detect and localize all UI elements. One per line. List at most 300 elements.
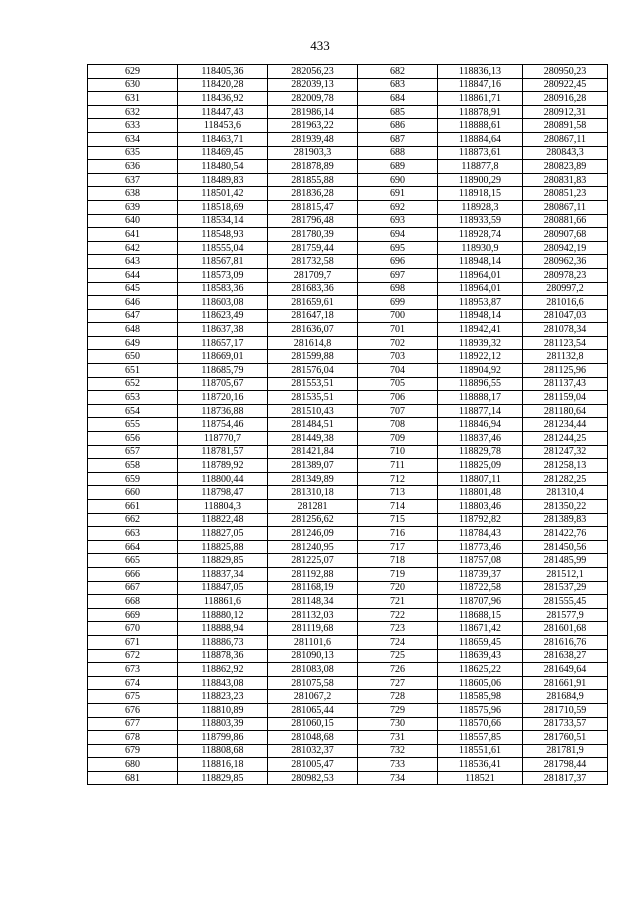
table-cell: 281780,39 [268, 228, 358, 242]
table-row [88, 690, 608, 704]
table-cell: 118829,78 [438, 445, 523, 459]
table-cell: 118736,88 [178, 404, 268, 418]
table-cell: 118536,41 [438, 758, 523, 772]
table-cell: 281016,6 [523, 296, 608, 310]
table-cell: 281535,51 [268, 391, 358, 405]
table-cell: 118784,43 [438, 527, 523, 541]
table-row [88, 472, 608, 486]
table-row [88, 404, 608, 418]
table-row [88, 228, 608, 242]
table-cell: 691 [358, 187, 438, 201]
table-cell: 282039,13 [268, 78, 358, 92]
table-row [88, 241, 608, 255]
table-cell: 281148,34 [268, 595, 358, 609]
table-cell: 692 [358, 200, 438, 214]
table-cell: 118573,09 [178, 268, 268, 282]
table-cell: 282056,23 [268, 65, 358, 79]
table-cell: 685 [358, 105, 438, 119]
table-cell: 118754,46 [178, 418, 268, 432]
table-cell: 281240,95 [268, 540, 358, 554]
table-cell: 118877,14 [438, 404, 523, 418]
table-cell: 280851,23 [523, 187, 608, 201]
table-cell: 118420,28 [178, 78, 268, 92]
table-cell: 715 [358, 513, 438, 527]
table-cell: 118837,46 [438, 432, 523, 446]
table-cell: 281047,03 [523, 309, 608, 323]
table-row [88, 377, 608, 391]
table-cell: 646 [88, 296, 178, 310]
table-cell: 118521 [438, 771, 523, 785]
table-cell: 118447,43 [178, 105, 268, 119]
table-cell: 677 [88, 717, 178, 731]
table-cell: 118888,61 [438, 119, 523, 133]
table-cell: 118557,85 [438, 731, 523, 745]
table-cell: 281760,51 [523, 731, 608, 745]
table-cell: 118469,45 [178, 146, 268, 160]
table-row [88, 554, 608, 568]
table-cell: 699 [358, 296, 438, 310]
table-cell: 280823,89 [523, 160, 608, 174]
table-row [88, 418, 608, 432]
table-cell: 282009,78 [268, 92, 358, 106]
table-cell: 281132,8 [523, 350, 608, 364]
table-row [88, 731, 608, 745]
table-cell: 730 [358, 717, 438, 731]
table-row [88, 65, 608, 79]
table-cell: 118792,82 [438, 513, 523, 527]
table-cell: 689 [358, 160, 438, 174]
table-cell: 281599,88 [268, 350, 358, 364]
table-cell: 281422,76 [523, 527, 608, 541]
table-cell: 280867,11 [523, 132, 608, 146]
table-cell: 118886,73 [178, 635, 268, 649]
table-cell: 682 [358, 65, 438, 79]
table-cell: 281537,29 [523, 581, 608, 595]
table-cell: 118551,61 [438, 744, 523, 758]
table-cell: 704 [358, 364, 438, 378]
table-cell: 281638,27 [523, 649, 608, 663]
table-cell: 281449,38 [268, 432, 358, 446]
table-cell: 719 [358, 567, 438, 581]
table-cell: 281067,2 [268, 690, 358, 704]
table-cell: 118825,88 [178, 540, 268, 554]
table-cell: 712 [358, 472, 438, 486]
table-cell: 732 [358, 744, 438, 758]
table-cell: 657 [88, 445, 178, 459]
table-cell: 118827,05 [178, 527, 268, 541]
table-cell: 651 [88, 364, 178, 378]
table-row [88, 622, 608, 636]
table-cell: 731 [358, 731, 438, 745]
table-cell: 118948,14 [438, 309, 523, 323]
table-row [88, 160, 608, 174]
table-cell: 648 [88, 323, 178, 337]
table-cell: 118873,61 [438, 146, 523, 160]
table-cell: 280950,23 [523, 65, 608, 79]
table-cell: 118810,89 [178, 703, 268, 717]
table-cell: 281075,58 [268, 676, 358, 690]
table-row [88, 119, 608, 133]
table-cell: 281577,9 [523, 608, 608, 622]
table-row [88, 445, 608, 459]
table-cell: 118570,66 [438, 717, 523, 731]
table-cell: 118770,7 [178, 432, 268, 446]
table-cell: 672 [88, 649, 178, 663]
table-cell: 638 [88, 187, 178, 201]
table-row [88, 132, 608, 146]
table-cell: 118823,23 [178, 690, 268, 704]
table-row [88, 92, 608, 106]
table-cell: 118942,41 [438, 323, 523, 337]
table-cell: 681 [88, 771, 178, 785]
table-cell: 281060,15 [268, 717, 358, 731]
table-cell: 637 [88, 173, 178, 187]
table-cell: 666 [88, 567, 178, 581]
table-cell: 281256,62 [268, 513, 358, 527]
table-cell: 281225,07 [268, 554, 358, 568]
table-cell: 118930,9 [438, 241, 523, 255]
table-cell: 631 [88, 92, 178, 106]
table-cell: 636 [88, 160, 178, 174]
table-row [88, 459, 608, 473]
table-cell: 118707,96 [438, 595, 523, 609]
table-row [88, 500, 608, 514]
table-cell: 281180,64 [523, 404, 608, 418]
table-cell: 708 [358, 418, 438, 432]
table-cell: 281132,03 [268, 608, 358, 622]
table-row [88, 78, 608, 92]
table-cell: 280891,58 [523, 119, 608, 133]
table-cell: 690 [358, 173, 438, 187]
table-cell: 118861,71 [438, 92, 523, 106]
table-cell: 118781,57 [178, 445, 268, 459]
table-cell: 281450,56 [523, 540, 608, 554]
table-cell: 118669,01 [178, 350, 268, 364]
table-cell: 118862,92 [178, 663, 268, 677]
table-cell: 118657,17 [178, 336, 268, 350]
table-cell: 281258,13 [523, 459, 608, 473]
table-cell: 118904,92 [438, 364, 523, 378]
table-cell: 706 [358, 391, 438, 405]
table-row [88, 364, 608, 378]
table-row [88, 391, 608, 405]
table-cell: 281683,36 [268, 282, 358, 296]
table-cell: 281878,89 [268, 160, 358, 174]
table-cell: 281137,43 [523, 377, 608, 391]
table-row [88, 703, 608, 717]
table-cell: 281389,07 [268, 459, 358, 473]
table-cell: 281576,04 [268, 364, 358, 378]
table-cell: 280942,19 [523, 241, 608, 255]
table-cell: 118953,87 [438, 296, 523, 310]
table-cell: 281553,51 [268, 377, 358, 391]
table-cell: 118888,94 [178, 622, 268, 636]
table-cell: 671 [88, 635, 178, 649]
table-cell: 695 [358, 241, 438, 255]
table-cell: 118861,6 [178, 595, 268, 609]
table-cell: 118685,79 [178, 364, 268, 378]
table-cell: 667 [88, 581, 178, 595]
table-cell: 118659,45 [438, 635, 523, 649]
table-cell: 118816,18 [178, 758, 268, 772]
table-cell: 281421,84 [268, 445, 358, 459]
table-cell: 702 [358, 336, 438, 350]
table-cell: 281125,96 [523, 364, 608, 378]
table-cell: 281649,64 [523, 663, 608, 677]
table-row [88, 595, 608, 609]
table-cell: 281485,99 [523, 554, 608, 568]
table-cell: 118489,83 [178, 173, 268, 187]
table-cell: 118757,08 [438, 554, 523, 568]
table-row [88, 581, 608, 595]
table-cell: 720 [358, 581, 438, 595]
table-cell: 670 [88, 622, 178, 636]
table-cell: 281510,43 [268, 404, 358, 418]
table-cell: 281234,44 [523, 418, 608, 432]
table-cell: 635 [88, 146, 178, 160]
table-cell: 654 [88, 404, 178, 418]
table-cell: 280912,31 [523, 105, 608, 119]
table-cell: 281817,37 [523, 771, 608, 785]
table-cell: 725 [358, 649, 438, 663]
table-cell: 705 [358, 377, 438, 391]
table-cell: 281119,68 [268, 622, 358, 636]
table-row [88, 309, 608, 323]
table-cell: 658 [88, 459, 178, 473]
table-cell: 281512,1 [523, 567, 608, 581]
table-cell: 281101,6 [268, 635, 358, 649]
table-cell: 118720,16 [178, 391, 268, 405]
table-cell: 280843,3 [523, 146, 608, 160]
table-cell: 118900,29 [438, 173, 523, 187]
table-cell: 118789,92 [178, 459, 268, 473]
table-row [88, 255, 608, 269]
table-cell: 118964,01 [438, 282, 523, 296]
table-cell: 118880,12 [178, 608, 268, 622]
table-cell: 118800,44 [178, 472, 268, 486]
table-cell: 668 [88, 595, 178, 609]
table-cell: 281710,59 [523, 703, 608, 717]
table-cell: 281048,68 [268, 731, 358, 745]
table-cell: 118688,15 [438, 608, 523, 622]
table-cell: 647 [88, 309, 178, 323]
table-cell: 118948,14 [438, 255, 523, 269]
table-cell: 281247,32 [523, 445, 608, 459]
table-row [88, 282, 608, 296]
table-cell: 714 [358, 500, 438, 514]
table-cell: 281733,57 [523, 717, 608, 731]
table-row [88, 187, 608, 201]
table-row [88, 540, 608, 554]
table-cell: 118585,98 [438, 690, 523, 704]
table-cell: 118896,55 [438, 377, 523, 391]
table-row [88, 758, 608, 772]
table-cell: 118623,49 [178, 309, 268, 323]
table-cell: 281781,9 [523, 744, 608, 758]
table-cell: 118804,3 [178, 500, 268, 514]
table-cell: 118884,64 [438, 132, 523, 146]
table-cell: 650 [88, 350, 178, 364]
table-cell: 673 [88, 663, 178, 677]
table-row [88, 323, 608, 337]
table-cell: 634 [88, 132, 178, 146]
table-cell: 118798,47 [178, 486, 268, 500]
table-cell: 118808,68 [178, 744, 268, 758]
table-row [88, 663, 608, 677]
table-cell: 662 [88, 513, 178, 527]
table-cell: 118739,37 [438, 567, 523, 581]
table-cell: 281350,22 [523, 500, 608, 514]
table-cell: 281310,4 [523, 486, 608, 500]
table-cell: 118575,96 [438, 703, 523, 717]
table-cell: 280982,53 [268, 771, 358, 785]
table-cell: 722 [358, 608, 438, 622]
table-cell: 281963,22 [268, 119, 358, 133]
table-cell: 118837,34 [178, 567, 268, 581]
table-row [88, 268, 608, 282]
table-cell: 717 [358, 540, 438, 554]
table-row [88, 649, 608, 663]
table-cell: 281903,3 [268, 146, 358, 160]
table-cell: 118583,36 [178, 282, 268, 296]
table-cell: 118836,13 [438, 65, 523, 79]
table-cell: 642 [88, 241, 178, 255]
table-cell: 644 [88, 268, 178, 282]
table-cell: 118567,81 [178, 255, 268, 269]
table-cell: 281684,9 [523, 690, 608, 704]
table-cell: 118825,09 [438, 459, 523, 473]
table-cell: 629 [88, 65, 178, 79]
table-cell: 684 [358, 92, 438, 106]
table-cell: 700 [358, 309, 438, 323]
table-cell: 118773,46 [438, 540, 523, 554]
table-cell: 630 [88, 78, 178, 92]
table-cell: 280881,66 [523, 214, 608, 228]
table-cell: 118933,59 [438, 214, 523, 228]
table-cell: 281389,83 [523, 513, 608, 527]
table-row [88, 635, 608, 649]
table-cell: 663 [88, 527, 178, 541]
table-cell: 118918,15 [438, 187, 523, 201]
table-row [88, 486, 608, 500]
table-cell: 280997,2 [523, 282, 608, 296]
table-row [88, 105, 608, 119]
table-cell: 281732,58 [268, 255, 358, 269]
table-cell: 683 [358, 78, 438, 92]
table-cell: 118803,46 [438, 500, 523, 514]
table-cell: 281281 [268, 500, 358, 514]
table-cell: 679 [88, 744, 178, 758]
table-cell: 281659,61 [268, 296, 358, 310]
table-row [88, 336, 608, 350]
table-cell: 281759,44 [268, 241, 358, 255]
table-row [88, 173, 608, 187]
table-cell: 281065,44 [268, 703, 358, 717]
table-cell: 118807,11 [438, 472, 523, 486]
table-cell: 118534,14 [178, 214, 268, 228]
table-cell: 660 [88, 486, 178, 500]
table-cell: 118939,32 [438, 336, 523, 350]
table-cell: 281601,68 [523, 622, 608, 636]
table-cell: 713 [358, 486, 438, 500]
table-cell: 280922,45 [523, 78, 608, 92]
table-cell: 641 [88, 228, 178, 242]
table-cell: 281939,48 [268, 132, 358, 146]
table-cell: 118964,01 [438, 268, 523, 282]
table-cell: 281168,19 [268, 581, 358, 595]
table-cell: 118829,85 [178, 554, 268, 568]
table-cell: 281855,88 [268, 173, 358, 187]
table-cell: 680 [88, 758, 178, 772]
table-cell: 716 [358, 527, 438, 541]
table-cell: 118501,42 [178, 187, 268, 201]
table-cell: 281661,91 [523, 676, 608, 690]
coordinates-table [87, 64, 608, 785]
table-cell: 118847,05 [178, 581, 268, 595]
table-cell: 281555,45 [523, 595, 608, 609]
table-cell: 281282,25 [523, 472, 608, 486]
table-cell: 118822,48 [178, 513, 268, 527]
table-cell: 640 [88, 214, 178, 228]
table-cell: 711 [358, 459, 438, 473]
table-cell: 118548,93 [178, 228, 268, 242]
table-row [88, 744, 608, 758]
table-cell: 118928,3 [438, 200, 523, 214]
table-cell: 686 [358, 119, 438, 133]
table-cell: 733 [358, 758, 438, 772]
table-cell: 703 [358, 350, 438, 364]
table-cell: 281616,76 [523, 635, 608, 649]
table-cell: 718 [358, 554, 438, 568]
table-row [88, 146, 608, 160]
table-row [88, 513, 608, 527]
table-cell: 721 [358, 595, 438, 609]
table-cell: 734 [358, 771, 438, 785]
table-cell: 118705,67 [178, 377, 268, 391]
table-cell: 118846,94 [438, 418, 523, 432]
table-cell: 281078,34 [523, 323, 608, 337]
table-cell: 280867,11 [523, 200, 608, 214]
table-cell: 118843,08 [178, 676, 268, 690]
table-row [88, 676, 608, 690]
table-cell: 659 [88, 472, 178, 486]
table-row [88, 200, 608, 214]
table-row [88, 527, 608, 541]
table-cell: 645 [88, 282, 178, 296]
table-cell: 281614,8 [268, 336, 358, 350]
table-cell: 709 [358, 432, 438, 446]
table-cell: 281032,37 [268, 744, 358, 758]
table-cell: 281349,89 [268, 472, 358, 486]
table-cell: 118463,71 [178, 132, 268, 146]
table-cell: 118639,43 [438, 649, 523, 663]
table-cell: 281484,51 [268, 418, 358, 432]
table-cell: 281310,18 [268, 486, 358, 500]
table-cell: 118518,69 [178, 200, 268, 214]
table-cell: 118847,16 [438, 78, 523, 92]
table-cell: 280907,68 [523, 228, 608, 242]
table-cell: 707 [358, 404, 438, 418]
table-cell: 696 [358, 255, 438, 269]
table-cell: 669 [88, 608, 178, 622]
table-cell: 281636,07 [268, 323, 358, 337]
table-cell: 281798,44 [523, 758, 608, 772]
table-cell: 118878,91 [438, 105, 523, 119]
table-cell: 118605,06 [438, 676, 523, 690]
table-cell: 728 [358, 690, 438, 704]
table-cell: 280916,28 [523, 92, 608, 106]
table-cell: 281246,09 [268, 527, 358, 541]
